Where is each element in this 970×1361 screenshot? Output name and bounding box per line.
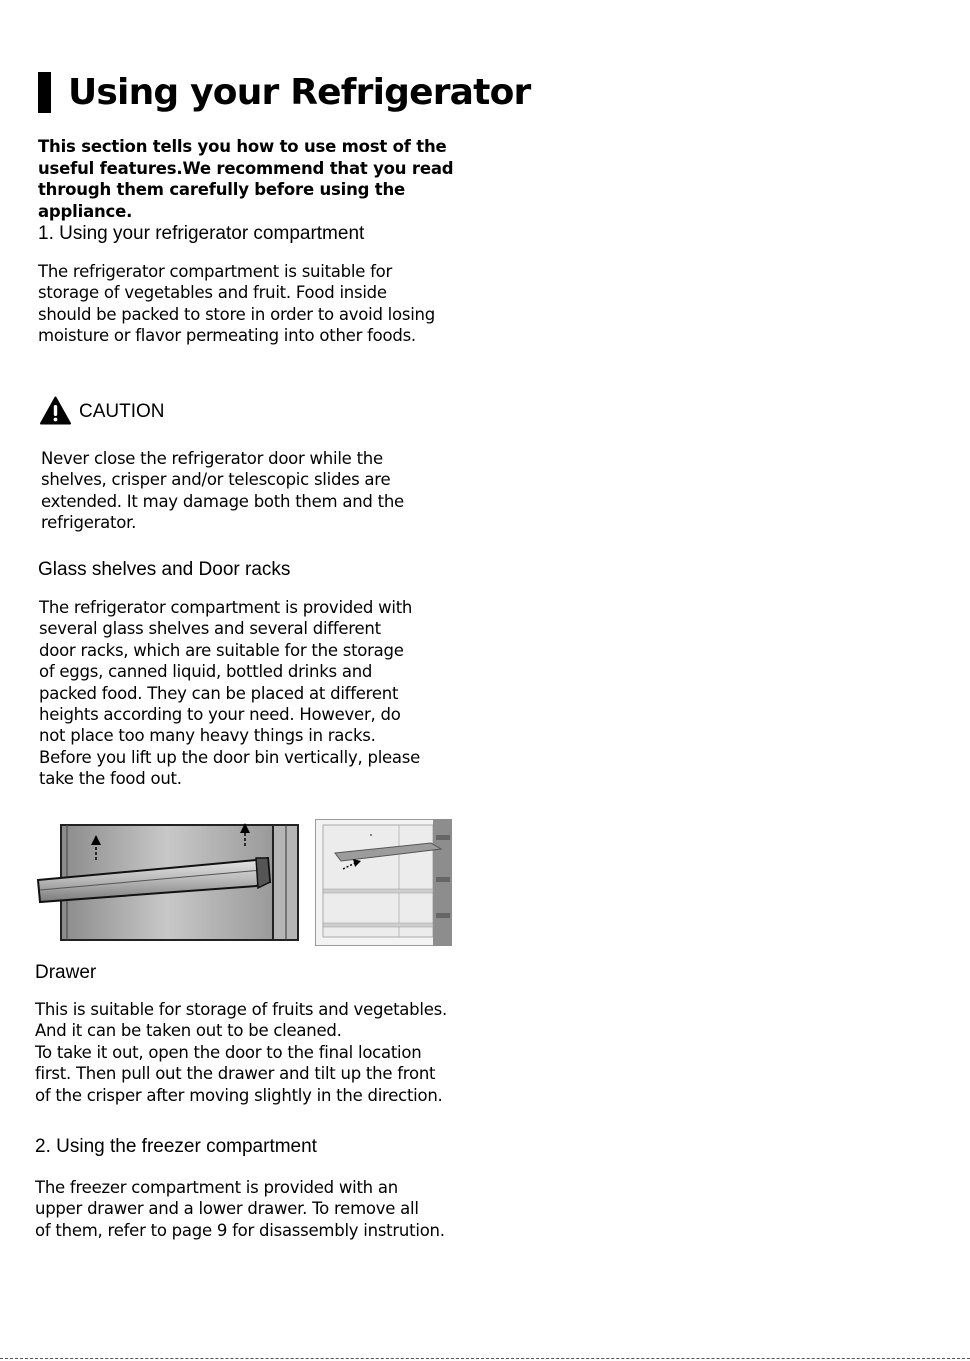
caution-label: CAUTION (79, 401, 165, 422)
caution-body: Never close the refrigerator door while the shelves, crisper and/or telescopic slides are extended. It may damage both them and the refrigerator. (41, 449, 404, 533)
glass-shelves-heading: Glass shelves and Door racks (38, 559, 291, 580)
warning-triangle-icon (40, 396, 71, 425)
section2-body: The freezer compartment is provided with an upper drawer and a lower drawer. To remove all of them, refer to page 9 for disassembly instrution. (35, 1178, 445, 1240)
title-accent-bar (38, 72, 51, 113)
section2-heading: 2. Using the freezer compartment (35, 1136, 317, 1157)
page-bottom-rule (0, 1358, 970, 1359)
glass-shelf-illustration (315, 819, 452, 946)
glass-shelves-body: The refrigerator compartment is provided with several glass shelves and several different door racks, which are suitable for the storage of eggs, canned liquid, bottled drinks and packed food. They can be placed at different heights according to your need. However, do not place too many heavy things in racks. Before you lift up the door bin vertically, please take the food out. (39, 598, 421, 789)
page-title: Using your Refrigerator (68, 72, 531, 113)
drawer-body: This is suitable for storage of fruits and vegetables. And it can be taken out to be cleaned. To take it out, open the door to the final location first. Then pull out the drawer and tilt up the front of the crisper after moving slightly in the direction. (35, 1000, 447, 1105)
door-rack-illustration (36, 822, 302, 942)
section1-body: The refrigerator compartment is suitable for storage of vegetables and fruit. Food inside should be packed to store in order to avoid losing moisture or flavor permeating into other foods. (38, 262, 435, 346)
section1-heading: 1. Using your refrigerator compartment (38, 223, 365, 244)
intro-paragraph: This section tells you how to use most of the useful features.We recommend that you read through them carefully before using the appliance. (38, 137, 454, 221)
drawer-heading: Drawer (35, 962, 97, 983)
